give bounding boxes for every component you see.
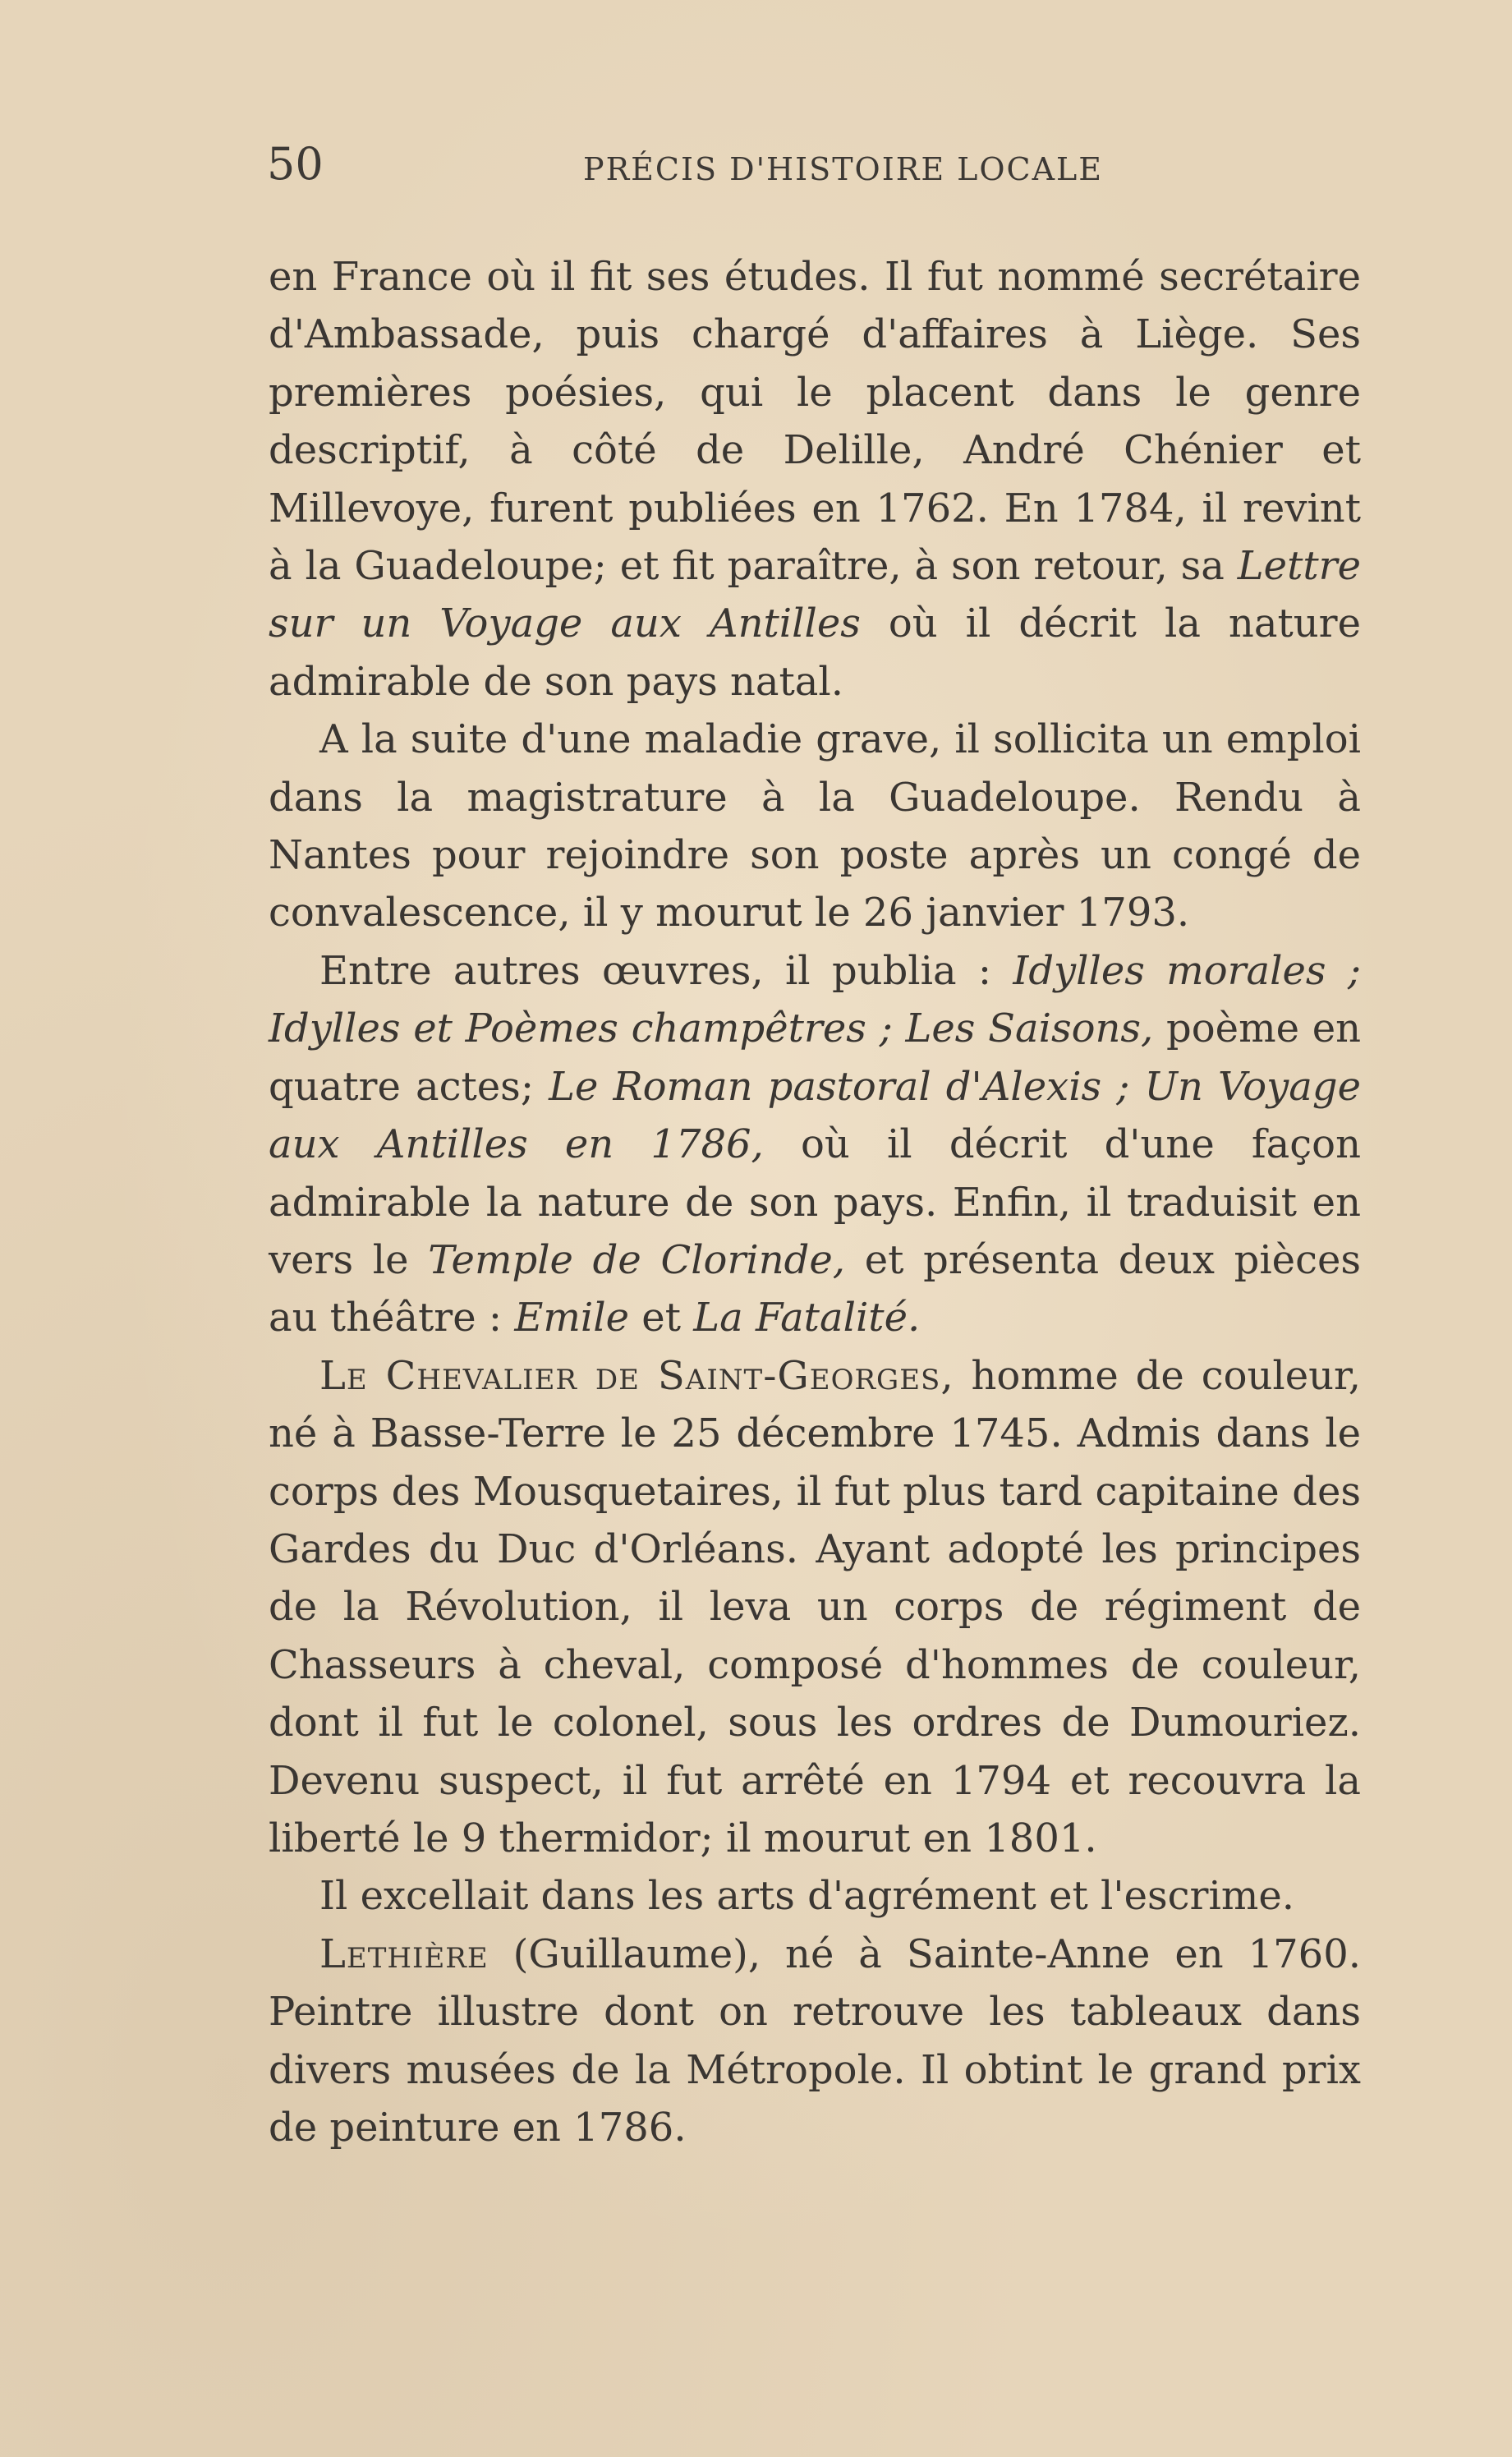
paragraph-6	[269, 1926, 1361, 2157]
paragraph-1-text: en France où il fit ses études. Il fut nommé secrétaire d'Ambassade, puis chargé d'affaires à Liège. Ses premières poésies, qui le placent dans le genre descriptif, à côté de Delille, André Chénier et Millevoye, furent publiées en 1762. En 1784, il revint à la Guadeloupe; et fit paraître, à son retour, sa	[269, 254, 1361, 590]
paragraph-3	[269, 942, 1361, 1347]
works-text-3: et présenta deux pièces au théâtre :	[269, 1236, 1362, 1341]
work-title-emile: Emile	[514, 1295, 630, 1341]
work-title-fatalite: La Fatalité.	[693, 1295, 921, 1341]
paragraph-1-end: où il décrit la nature admirable de son pays natal.	[269, 600, 1362, 705]
works-conjunction: et	[641, 1295, 681, 1341]
name-lethiere: Lethière	[319, 1930, 489, 1977]
works-text-2: où il décrit d'une façon admirable la nature de son pays. Enfin, il traduisit en vers le	[269, 1121, 1361, 1283]
work-titles-1: Idylles morales ; Idylles et Poèmes champêtres ; Les Saisons,	[269, 947, 1361, 1052]
page-header	[267, 131, 1367, 197]
works-text-1: poème en quatre actes;	[269, 1005, 1362, 1110]
paragraph-4-text: homme de couleur, né à Basse-Terre le 25 décembre 1745. Admis dans le corps des Mousquetaires, il fut plus tard capitaine des Gardes du Duc d'Orléans. Ayant adopté les principes de la Révolution, il leva un corps de régiment de Chasseurs à cheval, composé d'hommes de couleur, dont il fut le colonel, sous les ordres de Dumouriez. Devenu suspect, il fut arrêté en 1794 et recouvra la liberté le 9 thermidor; il mourut en 1801.	[269, 1352, 1361, 1861]
paragraph-5: Il excellait dans les arts d'agrément et l'escrime.	[319, 1873, 1294, 1920]
running-title: PRÉCIS D'HISTOIRE LOCALE	[583, 151, 1104, 187]
work-titles-2: Le Roman pastoral d'Alexis ; Un Voyage aux Antilles en 1786,	[269, 1063, 1361, 1168]
paragraph-1	[269, 248, 1361, 711]
paragraph-4	[269, 1347, 1361, 1868]
work-title-clorinde: Temple de Clorinde,	[428, 1236, 846, 1283]
works-intro: Entre autres œuvres, il publia :	[319, 947, 992, 994]
body-text	[269, 248, 1361, 2156]
page-number: 50	[267, 138, 324, 190]
paragraph-6-text: (Guillaume), né à Sainte-Anne en 1760. Peintre illustre dont on retrouve les tableaux dans divers musées de la Métropole. Il obtint le grand prix de peinture en 1786.	[269, 1930, 1362, 2151]
name-saint-georges: Le Chevalier de Saint-Georges,	[319, 1352, 954, 1399]
letter-title: Lettre sur un Voyage aux Antilles	[269, 543, 1361, 647]
paragraph-2: A la suite d'une maladie grave, il sollicita un emploi dans la magistrature à la Guadeloupe. Rendu à Nantes pour rejoindre son poste après un congé de convalescence, il y mourut le 26 janvier 1793.	[269, 716, 1361, 936]
